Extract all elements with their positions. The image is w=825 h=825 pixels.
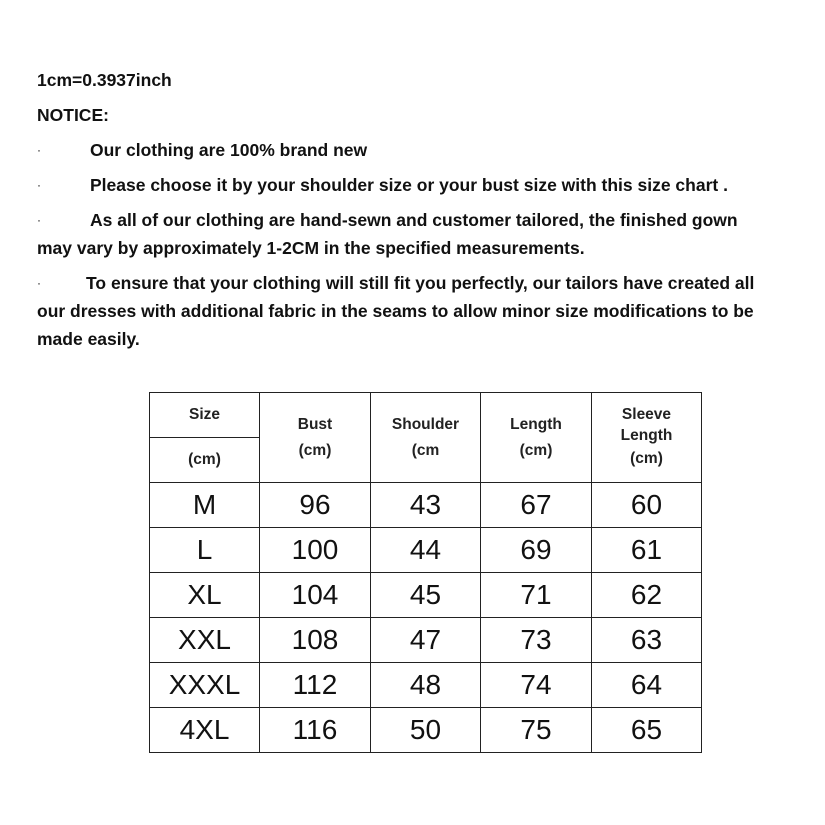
notice-item	[37, 136, 807, 171]
table-row	[150, 708, 702, 753]
notice-text: As all of our clothing are hand-sewn and customer tailored, the finished gown	[90, 210, 738, 230]
notice-item	[37, 206, 807, 262]
sleeve-cell: 63	[592, 618, 702, 663]
size-header: Size	[150, 393, 260, 438]
size-cell: L	[150, 528, 260, 573]
shoulder-cell: 47	[371, 618, 481, 663]
notice-section	[37, 66, 807, 360]
bullet-dot: ·	[37, 213, 41, 227]
sleeve-cell: 64	[592, 663, 702, 708]
bust-cell: 104	[260, 573, 371, 618]
bullet-dot: ·	[37, 178, 41, 192]
notice-text-continued: may vary by approximately 1-2CM in the specified measurements.	[37, 238, 585, 258]
size-cell: XL	[150, 573, 260, 618]
length-cell: 69	[481, 528, 592, 573]
notice-heading: NOTICE:	[37, 105, 109, 125]
shoulder-cell: 50	[371, 708, 481, 753]
size-cell: M	[150, 483, 260, 528]
table-row	[150, 618, 702, 663]
length-cell: 75	[481, 708, 592, 753]
sleeve-cell: 65	[592, 708, 702, 753]
notice-item	[37, 269, 807, 353]
length-cell: 74	[481, 663, 592, 708]
size-unit-header: (cm)	[150, 438, 260, 483]
notice-text: Our clothing are 100% brand new	[90, 140, 368, 160]
shoulder-cell: 43	[371, 483, 481, 528]
bullet-dot: ·	[37, 143, 41, 157]
shoulder-cell: 44	[371, 528, 481, 573]
table-row	[150, 483, 702, 528]
notice-text-continued: our dresses with additional fabric in the seams to allow minor size modifications to be	[37, 301, 754, 321]
size-cell: 4XL	[150, 708, 260, 753]
size-cell: XXXL	[150, 663, 260, 708]
bullet-dot: ·	[37, 276, 41, 290]
size-chart-table	[149, 392, 702, 753]
sleeve-length-header: Sleeve Length (cm)	[592, 393, 702, 483]
unit-conversion: 1cm=0.3937inch	[37, 70, 172, 90]
length-header: Length (cm)	[481, 393, 592, 483]
notice-text-continued: made easily.	[37, 329, 140, 349]
notice-item	[37, 171, 807, 206]
bust-cell: 112	[260, 663, 371, 708]
table-row	[150, 528, 702, 573]
bust-cell: 100	[260, 528, 371, 573]
table-row	[150, 663, 702, 708]
bust-header: Bust (cm)	[260, 393, 371, 483]
length-cell: 73	[481, 618, 592, 663]
length-cell: 71	[481, 573, 592, 618]
notice-text: To ensure that your clothing will still fit you perfectly, our tailors have created all	[86, 273, 755, 293]
header-row	[150, 393, 702, 438]
length-cell: 67	[481, 483, 592, 528]
sleeve-cell: 62	[592, 573, 702, 618]
shoulder-header: Shoulder (cm	[371, 393, 481, 483]
sleeve-cell: 61	[592, 528, 702, 573]
size-cell: XXL	[150, 618, 260, 663]
notice-text: Please choose it by your shoulder size or your bust size with this size chart .	[90, 175, 728, 195]
sleeve-cell: 60	[592, 483, 702, 528]
bust-cell: 108	[260, 618, 371, 663]
bust-cell: 116	[260, 708, 371, 753]
shoulder-cell: 45	[371, 573, 481, 618]
bust-cell: 96	[260, 483, 371, 528]
table-row	[150, 573, 702, 618]
shoulder-cell: 48	[371, 663, 481, 708]
